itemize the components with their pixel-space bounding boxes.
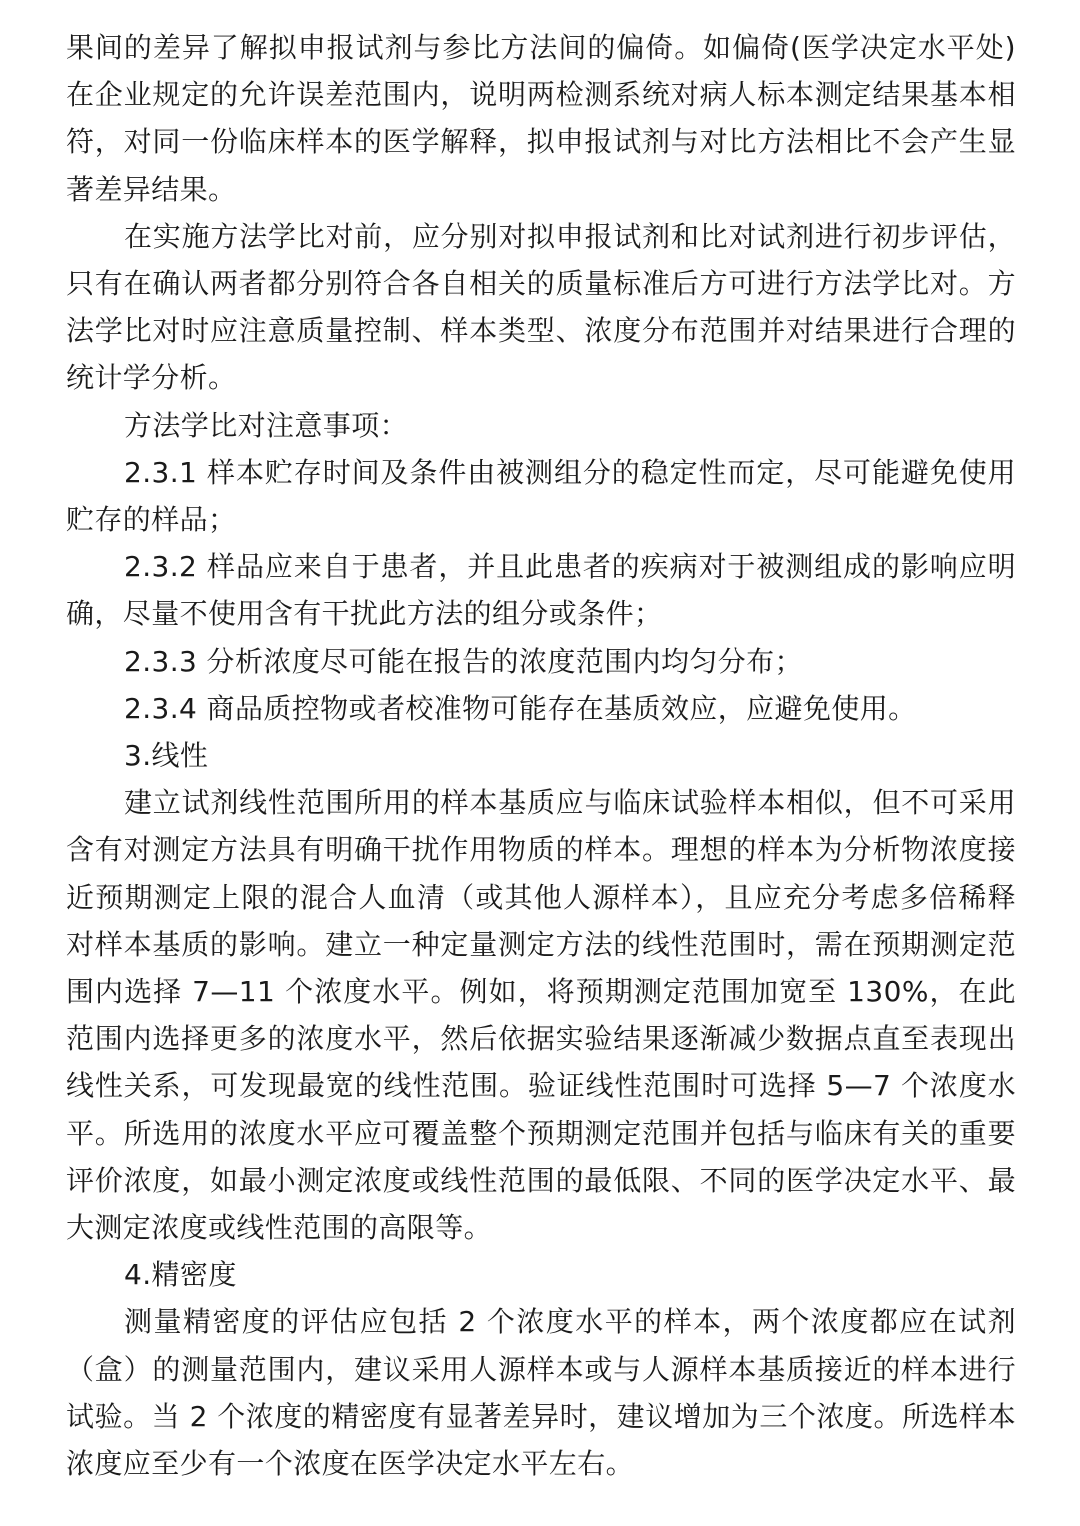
- paragraph-linearity: 建立试剂线性范围所用的样本基质应与临床试验样本相似，但不可采用含有对测定方法具有明确干扰作用物质的样本。理想的样本为分析物浓度接近预期测定上限的混合人血清（或其他人源样本），且应充分考虑多倍稀释对样本基质的影响。建立一种定量测定方法的线性范围时，需在预期测定范围内选择 7—11 个浓度水平。例如，将预期测定范围加宽至 130%，在此范围内选择更多的浓度水平，然后依据实验结果逐渐减少数据点直至表现出线性关系，可发现最宽的线性范围。验证线性范围时可选择 5—7 个浓度水平。所选用的浓度水平应可覆盖整个预期测定范围并包括与临床有关的重要评价浓度，如最小测定浓度或线性范围的最低限、不同的医学决定水平、最大测定浓度或线性范围的高限等。: [66, 786, 1016, 1245]
- list-item-2-3-4: 2.3.4 商品质控物或者校准物可能存在基质效应，应避免使用。: [124, 691, 917, 725]
- list-item-2-3-1: 2.3.1 样本贮存时间及条件由被测组分的稳定性而定，尽可能避免使用贮存的样品；: [66, 455, 1016, 537]
- list-item-2-3-3: 2.3.3 分析浓度尽可能在报告的浓度范围内均匀分布；: [124, 644, 803, 678]
- paragraph-precision: 测量精密度的评估应包括 2 个浓度水平的样本，两个浓度都应在试剂（盒）的测量范围内，建议采用人源样本或与人源样本基质接近的样本进行试验。当 2 个浓度的精密度有显著差异时，建议增加为三个浓度。所选样本浓度应至少有一个浓度在医学决定水平左右。: [66, 1305, 1016, 1481]
- document-page: [66, 24, 1016, 1487]
- paragraph-method-comparison-prep: 在实施方法学比对前，应分别对拟申报试剂和比对试剂进行初步评估，只有在确认两者都分别符合各自相关的质量标准后方可进行方法学比对。方法学比对时应注意质量控制、样本类型、浓度分布范围并对结果进行合理的统计学分析。: [66, 219, 1016, 395]
- paragraph-bias-interpretation: 果间的差异了解拟申报试剂与参比方法间的偏倚。如偏倚(医学决定水平处)在企业规定的允许误差范围内，说明两检测系统对病人标本测定结果基本相符，对同一份临床样本的医学解释，拟申报试剂与对比方法相比不会产生显著差异结果。: [66, 31, 1016, 206]
- list-item-2-3-2: 2.3.2 样品应来自于患者，并且此患者的疾病对于被测组成的影响应明确，尽量不使用含有干扰此方法的组分或条件；: [66, 550, 1016, 631]
- section-heading-comparison-notes: 方法学比对注意事项：: [124, 408, 409, 442]
- section-heading-precision: 4.精密度: [124, 1258, 237, 1292]
- section-heading-linearity: 3.线性: [124, 739, 209, 773]
